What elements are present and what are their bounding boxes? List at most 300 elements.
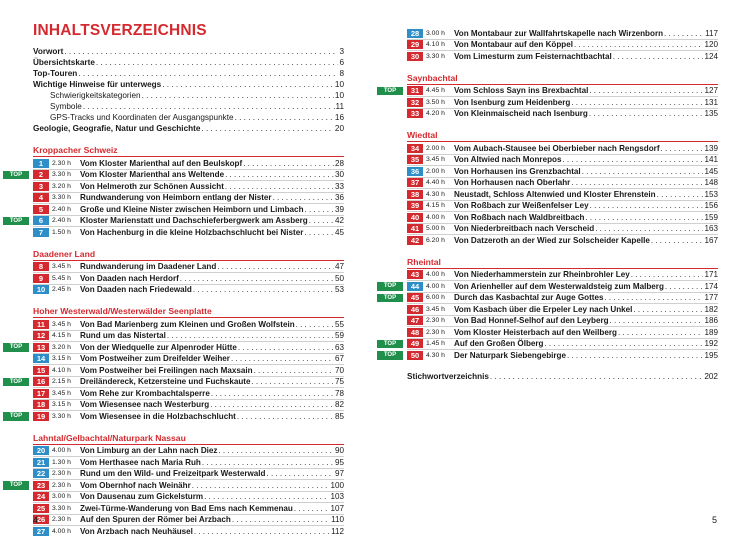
tour-title: Vom Schloss Sayn ins Brexbachtal <box>454 86 589 96</box>
tour-row[interactable] <box>33 203 344 215</box>
tour-number: 23 <box>33 481 49 490</box>
tour-duration: 2.15 h <box>52 378 71 386</box>
tour-page: 171 <box>704 270 718 280</box>
right-page <box>383 28 718 382</box>
leader-dots <box>64 46 338 57</box>
tour-page: 107 <box>330 503 344 513</box>
tour-duration: 4.40 h <box>426 179 445 187</box>
tour-page: 47 <box>334 262 344 272</box>
tour-number: 7 <box>33 228 49 237</box>
tour-row[interactable] <box>407 326 718 338</box>
tour-page: 124 <box>704 51 718 61</box>
tour-row[interactable] <box>33 262 344 273</box>
tour-page: 192 <box>704 339 718 349</box>
leader-dots <box>633 305 703 314</box>
leader-dots <box>83 101 335 112</box>
tour-duration: 3.15 h <box>52 355 71 363</box>
tour-title: Neustadt, Schloss Altenwied und Kloster Ehrenstein <box>454 189 656 199</box>
toc-entry-page: 10 <box>334 80 344 89</box>
leader-dots <box>243 159 334 168</box>
tour-row[interactable] <box>383 338 718 350</box>
leader-dots <box>162 79 334 90</box>
tour-number: 48 <box>407 328 423 337</box>
tour-title: Vom Postweiher bei Freilingen nach Maxsain <box>80 365 253 375</box>
tour-row[interactable] <box>383 86 718 97</box>
tour-title: Auf den Spuren der Römer bei Arzbach <box>80 515 231 525</box>
tour-title: Von Altwied nach Monrepos <box>454 155 562 165</box>
leader-dots <box>574 40 703 49</box>
top-tour-badge: TOP <box>3 481 29 490</box>
leader-dots <box>225 182 334 191</box>
tour-row[interactable] <box>33 226 344 238</box>
tour-page: 100 <box>330 480 344 490</box>
tour-number: 24 <box>33 492 49 501</box>
tour-title: Von Datzeroth an der Wied zur Solscheider Kapelle <box>454 235 650 245</box>
tour-page: 131 <box>704 97 718 107</box>
tour-number: 32 <box>407 98 423 107</box>
toc-entry[interactable] <box>33 101 344 112</box>
tour-duration: 3.20 h <box>52 343 71 351</box>
region-section <box>9 305 344 422</box>
tour-number: 33 <box>407 109 423 118</box>
tour-number: 46 <box>407 305 423 314</box>
tour-duration: 4.00 h <box>426 213 445 221</box>
tour-page: 145 <box>704 166 718 176</box>
leader-dots <box>78 68 338 79</box>
tour-title: Von Limburg an der Lahn nach Diez <box>80 446 218 456</box>
tour-title: Von Horhausen nach Oberlahr <box>454 178 571 188</box>
tour-duration: 4.00 h <box>426 271 445 279</box>
tour-number: 36 <box>407 167 423 176</box>
tour-duration: 3.30 h <box>52 412 71 420</box>
tour-duration: 6.20 h <box>426 236 445 244</box>
leader-dots <box>180 274 334 283</box>
leader-dots <box>232 515 330 524</box>
tour-row[interactable] <box>407 234 718 246</box>
tour-row[interactable] <box>9 479 344 491</box>
leader-dots <box>202 458 334 467</box>
leader-dots <box>304 228 334 237</box>
tour-row[interactable] <box>33 353 344 365</box>
tour-row[interactable] <box>407 108 718 120</box>
tour-duration: 4.00 h <box>52 447 71 455</box>
tour-page: 78 <box>334 388 344 398</box>
tour-title: Rund um das Nistertal <box>80 331 166 341</box>
tour-number: 5 <box>33 205 49 214</box>
tour-duration: 4.10 h <box>52 366 71 374</box>
tour-duration: 2.40 h <box>52 205 71 213</box>
leader-dots <box>235 112 334 123</box>
tour-title: Große und Kleine Nister zwischen Heimborn und Limbach <box>80 204 304 214</box>
tour-page: 95 <box>334 457 344 467</box>
tour-page: 63 <box>334 342 344 352</box>
tour-page: 103 <box>330 492 344 502</box>
tour-number: 31 <box>407 86 423 95</box>
leader-dots <box>201 123 333 134</box>
tour-number: 26 <box>33 515 49 524</box>
tour-row[interactable] <box>383 292 718 304</box>
tour-page: 135 <box>704 109 718 119</box>
tour-duration: 3.30 h <box>52 171 71 179</box>
tour-row[interactable] <box>33 158 344 169</box>
leader-dots <box>664 29 704 38</box>
tour-row[interactable] <box>407 39 718 51</box>
region-heading: Saynbachtal <box>407 72 718 85</box>
tour-number: 15 <box>33 366 49 375</box>
leader-dots <box>225 170 334 179</box>
tour-row[interactable] <box>9 169 344 181</box>
leader-dots <box>273 193 334 202</box>
tour-row[interactable] <box>407 223 718 235</box>
region-heading: Daadener Land <box>33 248 344 261</box>
region-section <box>33 248 344 296</box>
tour-number: 6 <box>33 216 49 225</box>
tour-duration: 4.15 h <box>426 202 445 210</box>
tour-duration: 4.00 h <box>426 282 445 290</box>
top-tour-badge: TOP <box>3 378 29 387</box>
tour-row[interactable] <box>33 272 344 284</box>
leader-dots <box>604 293 703 302</box>
leader-dots <box>296 320 334 329</box>
top-tour-badge: TOP <box>3 343 29 352</box>
page-number-right: 5 <box>711 515 717 525</box>
leader-dots <box>192 481 330 490</box>
leader-dots <box>571 98 703 107</box>
toc-entry[interactable] <box>33 68 344 79</box>
tour-title: Vom Wiesensee in die Holzbachschlucht <box>80 411 236 421</box>
region-section <box>383 72 718 120</box>
top-tour-badge: TOP <box>377 351 403 360</box>
tour-row[interactable] <box>9 376 344 388</box>
tour-row[interactable] <box>9 410 344 422</box>
tour-title: Dreiländereck, Ketzersteine und Fuchskaute <box>80 377 251 387</box>
top-tour-badge: TOP <box>3 412 29 421</box>
tour-number: 13 <box>33 343 49 352</box>
tour-page: 153 <box>704 189 718 199</box>
tour-number: 27 <box>33 527 49 536</box>
tour-duration: 2.30 h <box>426 328 445 336</box>
tour-row[interactable] <box>407 211 718 223</box>
leader-dots <box>567 351 703 360</box>
tour-page: 85 <box>334 411 344 421</box>
tour-title: Von Horhausen ins Grenzbachtal <box>454 166 581 176</box>
region-heading: Lahntal/Gelbachtal/Naturpark Nassau <box>33 432 344 445</box>
tour-title: Von Daaden nach Herdorf <box>80 273 179 283</box>
tour-duration: 5.00 h <box>426 225 445 233</box>
tour-duration: 4.20 h <box>426 110 445 118</box>
toc-entry-page: 16 <box>334 113 344 122</box>
tour-title: Von Hachenburg in die kleine Holzbachschlucht bei Nister <box>80 227 304 237</box>
tour-page: 50 <box>334 273 344 283</box>
tour-number: 1 <box>33 159 49 168</box>
leader-dots <box>305 205 334 214</box>
leader-dots <box>490 371 703 382</box>
region-heading: Kroppacher Schweiz <box>33 144 344 157</box>
region-heading: Hoher Westerwald/Westerwälder Seenplatte <box>33 305 344 318</box>
page-title: INHALTSVERZEICHNIS <box>33 22 207 39</box>
tour-duration: 3.30 h <box>426 52 445 60</box>
tour-title: Rund um den Wild- und Freizeitpark Westerwald <box>80 469 266 479</box>
tour-duration: 2.30 h <box>52 516 71 524</box>
tour-title: Zwei-Türme-Wanderung von Bad Ems nach Kemmenau <box>80 503 293 513</box>
tour-number: 17 <box>33 389 49 398</box>
toc-entry[interactable] <box>33 46 344 57</box>
tour-page: 42 <box>334 216 344 226</box>
leader-dots <box>595 224 703 233</box>
tour-row[interactable] <box>407 50 718 62</box>
tour-page: 70 <box>334 365 344 375</box>
leader-dots <box>651 236 704 245</box>
tour-title: Von Niederhammerstein zur Rheinbrohler Ley <box>454 270 630 280</box>
tour-title: Vom Herthasee nach Maria Ruh <box>80 457 201 467</box>
tour-row[interactable] <box>407 154 718 166</box>
tour-row[interactable] <box>383 280 718 292</box>
tour-row[interactable] <box>33 284 344 296</box>
tour-title: Von der Wiedquelle zur Alpenroder Hütte <box>80 342 237 352</box>
tour-row[interactable] <box>407 28 718 39</box>
leader-dots <box>167 331 334 340</box>
leader-dots <box>589 109 704 118</box>
leader-dots <box>590 201 704 210</box>
tour-page: 36 <box>334 193 344 203</box>
tour-page: 112 <box>331 526 344 536</box>
tour-duration: 4.45 h <box>426 87 445 95</box>
tour-number: 25 <box>33 504 49 513</box>
leader-dots <box>631 270 704 279</box>
tour-duration: 4.30 h <box>426 190 445 198</box>
tour-row[interactable] <box>33 387 344 399</box>
tour-page: 97 <box>334 469 344 479</box>
tour-row[interactable] <box>33 330 344 342</box>
tour-number: 45 <box>407 293 423 302</box>
tour-duration: 2.30 h <box>52 481 71 489</box>
tour-number: 21 <box>33 458 49 467</box>
tour-row[interactable] <box>33 180 344 192</box>
top-tour-badge: TOP <box>3 217 29 226</box>
tour-row[interactable] <box>9 341 344 353</box>
index-entry[interactable] <box>407 371 718 382</box>
leader-dots <box>96 57 339 68</box>
toc-entry[interactable] <box>33 123 344 134</box>
tour-title: Vom Kloster Heisterbach auf den Weilberg <box>454 327 617 337</box>
tour-title: Von Roßbach zur Weißenfelser Ley <box>454 201 589 211</box>
tour-row[interactable] <box>33 192 344 204</box>
region-section <box>9 144 344 238</box>
tour-number: 43 <box>407 270 423 279</box>
leader-dots <box>657 190 704 199</box>
tour-title: Von Helmeroth zur Schönen Aussicht <box>80 181 224 191</box>
toc-entry-page: 20 <box>334 124 344 133</box>
tour-duration: 3.45 h <box>426 156 445 164</box>
tour-page: 39 <box>334 204 344 214</box>
tour-row[interactable] <box>33 319 344 330</box>
tour-title: Auf den Großen Ölberg <box>454 339 544 349</box>
toc-entry-page: 3 <box>339 47 344 56</box>
tour-title: Von Montabaur zur Wallfahrtskapelle nach Wirzenborn <box>454 28 664 38</box>
tour-duration: 3.30 h <box>52 504 71 512</box>
tour-duration: 4.10 h <box>426 41 445 49</box>
tour-number: 42 <box>407 236 423 245</box>
tour-number: 3 <box>33 182 49 191</box>
tour-row[interactable] <box>33 468 344 480</box>
toc-entry-label: Geologie, Geografie, Natur und Geschichte <box>33 124 201 133</box>
tour-duration: 1.50 h <box>52 228 71 236</box>
tour-number: 29 <box>407 40 423 49</box>
tour-row[interactable] <box>407 270 718 281</box>
toc-entry-label: Schwierigkeitskategorien <box>50 91 141 100</box>
tour-duration: 4.15 h <box>52 332 71 340</box>
tour-title: Von Bad Marienberg zum Kleinen und Großen Wolfstein <box>80 319 295 329</box>
tour-row[interactable] <box>33 456 344 468</box>
leader-dots <box>585 213 703 222</box>
tour-row[interactable] <box>33 364 344 376</box>
tour-row[interactable] <box>407 315 718 327</box>
tour-page: 159 <box>704 212 718 222</box>
tour-number: 41 <box>407 224 423 233</box>
tour-duration: 4.30 h <box>426 351 445 359</box>
region-section <box>383 256 718 361</box>
tour-duration: 3.00 h <box>426 29 445 37</box>
tour-duration: 3.50 h <box>426 98 445 106</box>
tour-row[interactable] <box>407 303 718 315</box>
tour-number: 18 <box>33 400 49 409</box>
leader-dots <box>193 285 334 294</box>
tour-number: 9 <box>33 274 49 283</box>
left-page <box>9 22 344 537</box>
tour-title: Von Isenburg zum Heidenberg <box>454 97 571 107</box>
tour-title: Vom Rehe zur Krombachtalsperre <box>80 388 210 398</box>
tour-title: Von Kleinmaischeid nach Isenburg <box>454 109 588 119</box>
leader-dots <box>231 354 334 363</box>
tour-duration: 3.45 h <box>52 389 71 397</box>
tour-number: 11 <box>33 320 49 329</box>
tour-duration: 2.45 h <box>52 286 71 294</box>
tour-row[interactable] <box>407 200 718 212</box>
top-tour-badge: TOP <box>377 87 403 96</box>
tour-row[interactable] <box>33 514 344 526</box>
tour-row[interactable] <box>33 399 344 411</box>
leader-dots <box>142 90 334 101</box>
tour-title: Von Montabaur auf den Köppel <box>454 40 574 50</box>
tour-title: Rundwanderung von Heimborn entlang der Nister <box>80 193 272 203</box>
tour-row[interactable] <box>383 349 718 361</box>
tour-row[interactable] <box>407 143 718 154</box>
tour-page: 174 <box>704 281 718 291</box>
leader-dots <box>218 446 334 455</box>
leader-dots <box>544 339 703 348</box>
sections-left <box>9 144 344 537</box>
leader-dots <box>309 216 334 225</box>
top-tour-badge: TOP <box>377 282 403 291</box>
tour-number: 37 <box>407 178 423 187</box>
tour-page: 148 <box>704 178 718 188</box>
leader-dots <box>204 492 329 501</box>
tour-duration: 3.00 h <box>52 493 71 501</box>
tour-duration: 3.45 h <box>52 263 71 271</box>
leader-dots <box>217 262 334 271</box>
tour-page: 82 <box>334 400 344 410</box>
tour-title: Vom Postweiher zum Dreifelder Weiher <box>80 354 230 364</box>
tour-row[interactable] <box>407 177 718 189</box>
toc-entry-label: Symbole <box>50 102 82 111</box>
leader-dots <box>571 178 703 187</box>
tour-duration: 1.30 h <box>52 458 71 466</box>
index-page: 202 <box>704 371 718 381</box>
tour-page: 139 <box>704 143 718 153</box>
tour-row[interactable] <box>33 502 344 514</box>
toc-entry[interactable] <box>33 57 344 68</box>
tour-page: 53 <box>334 285 344 295</box>
tour-page: 156 <box>704 201 718 211</box>
toc-entry-page: 8 <box>339 69 344 78</box>
tour-duration: 2.00 h <box>426 167 445 175</box>
tour-duration: 2.30 h <box>52 470 71 478</box>
tour-page: 90 <box>334 446 344 456</box>
tour-page: 120 <box>704 40 718 50</box>
tour-page: 75 <box>334 377 344 387</box>
leader-dots <box>238 343 334 352</box>
region-heading: Wiedtal <box>407 129 718 142</box>
tour-title: Von Daaden nach Friedewald <box>80 285 192 295</box>
tour-row[interactable] <box>9 215 344 227</box>
region-section <box>407 129 718 246</box>
tour-number: 47 <box>407 316 423 325</box>
tour-title: Von Bad Honnef-Selhof auf den Leyberg <box>454 316 609 326</box>
sections-right <box>383 28 718 361</box>
tour-title: Vom Limesturm zum Feisternachtbachtal <box>454 51 612 61</box>
tour-title: Von Dausenau zum Gickelsturm <box>80 492 204 502</box>
tour-title: Von Arzbach nach Neuhäusel <box>80 526 193 536</box>
tour-title: Durch das Kasbachtal zur Auge Gottes <box>454 293 604 303</box>
tour-row[interactable] <box>407 188 718 200</box>
tour-row[interactable] <box>407 165 718 177</box>
toc-entry[interactable] <box>33 79 344 90</box>
tour-title: Von Niederbreitbach nach Verscheid <box>454 224 595 234</box>
tour-number: 4 <box>33 193 49 202</box>
toc-entry-label: Vorwort <box>33 47 64 56</box>
front-matter-list <box>33 46 344 134</box>
tour-page: 110 <box>331 515 344 525</box>
tour-page: 127 <box>704 86 718 96</box>
tour-number: 10 <box>33 285 49 294</box>
tour-row[interactable] <box>407 96 718 108</box>
tour-duration: 3.20 h <box>52 182 71 190</box>
leader-dots <box>194 527 330 536</box>
tour-row[interactable] <box>33 446 344 457</box>
tour-number: 8 <box>33 262 49 271</box>
tour-duration: 3.45 h <box>52 320 71 328</box>
tour-duration: 2.30 h <box>52 159 71 167</box>
tour-number: 44 <box>407 282 423 291</box>
toc-entry-page: 10 <box>334 91 344 100</box>
toc-entry[interactable] <box>33 90 344 101</box>
toc-entry[interactable] <box>33 112 344 123</box>
tour-title: Kloster Marienstatt und Dachschieferbergwerk am Assberg <box>80 216 308 226</box>
tour-duration: 3.30 h <box>52 194 71 202</box>
tour-number: 38 <box>407 190 423 199</box>
leader-dots <box>582 167 704 176</box>
tour-title: Vom Kasbach über die Erpeler Ley nach Unkel <box>454 304 633 314</box>
toc-entry-label: Wichtige Hinweise für unterwegs <box>33 80 162 89</box>
tour-row[interactable] <box>33 491 344 503</box>
tour-page: 167 <box>704 235 718 245</box>
tour-number: 39 <box>407 201 423 210</box>
leader-dots <box>237 412 334 421</box>
tour-number: 40 <box>407 213 423 222</box>
tour-duration: 3.45 h <box>426 305 445 313</box>
tour-number: 16 <box>33 377 49 386</box>
tour-title: Vom Obernhof nach Weinähr <box>80 480 191 490</box>
